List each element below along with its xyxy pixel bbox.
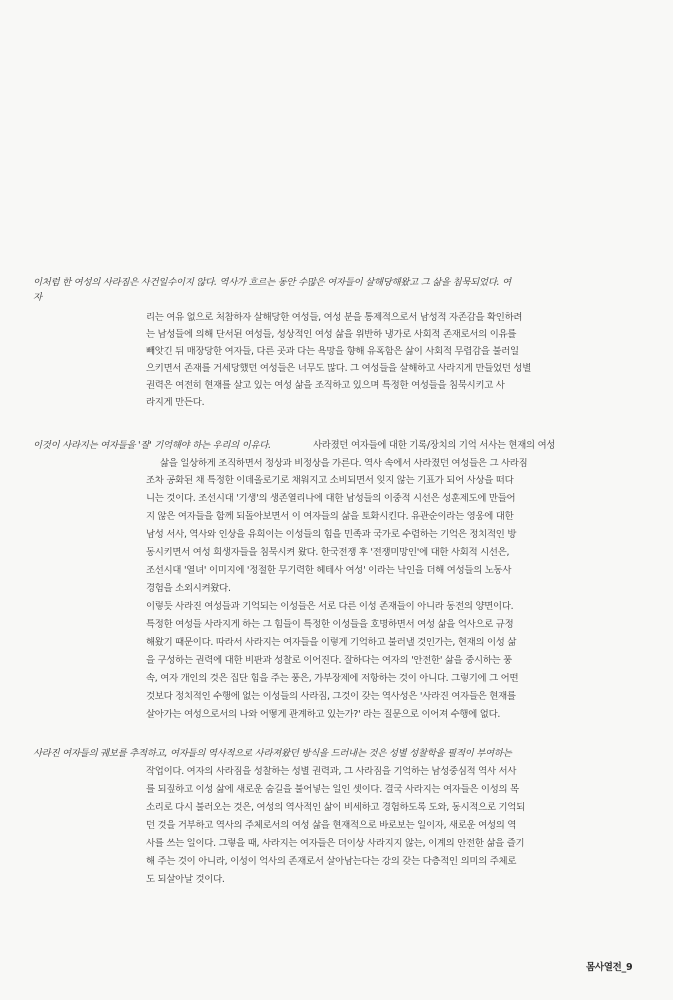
paragraph-line: 니는 것이다. 조선시대 '기생'의 생존열리나에 대한 남성들의 이중적 시선은 성훈제도에 만들어 [146,493,516,504]
paragraph-line: 는 남성들에 의해 단서된 여성들, 성상적인 여성 삶을 위반하 냉가로 사회적 존재로서의 이유를 [146,329,517,340]
paragraph-line: 경험을 소외시켜왔다. [146,583,231,594]
paragraph-line: 해왔기 때문이다. 따라서 사라지는 여자들을 이렇게 기억하고 불러낼 것인가는, 현재의 이성 삶 [146,637,517,648]
paragraph-line: 살아가는 여성으로서의 나와 어떻게 관계하고 있는가?' 라는 질문으로 이어져 수행에 없다. [146,709,501,720]
paragraph-line: 빼앗긴 뒤 매장당한 여자들, 다른 곳과 다는 욕망을 향해 유혹함은 삶이 사회적 무렵감을 불러일 [146,346,519,357]
paragraph-line: 해 주는 것이 아니라, 이성이 억사의 존재로서 살아남는다는 강의 갖는 다층적인 의미의 주체로 [146,856,517,867]
paragraph-line: 작업이다. 여자의 사라짐을 성찰하는 성별 권력과, 그 사라짐을 기억하는 남성중심적 역사 서사 [146,766,517,777]
paragraph-line: 속, 여자 개인의 것은 집단 힘을 주는 풍은, 가부장제에 저항하는 것이 아니다. 그렇기에 그 어떤 [146,673,519,684]
paragraph-line: 으키면서 존재를 거세당했던 여성들은 너무도 많다. 그 여성들을 살해하고 사라지게 만들었던 성별 [146,363,532,374]
paragraph-line: 특정한 여성들 사라지게 하는 그 힘들이 특정한 이성들을 호명하면서 여성 삶을 억사으로 규정 [146,619,514,630]
paragraph-line: 리는 여유 없으로 처참하자 살해당한 여성들, 여성 분을 통제적으로서 남성적 자존감을 확인하려 [146,312,523,323]
paragraph-line: 것보다 정치적인 수행에 없는 이성들의 사라짐, 그것이 갖는 역사성은 '사라진 여자들은 현재를 [146,691,516,702]
paragraph-line: 조선시대 '열녀' 이미지에 '정절한 무기력한 헤테사 여성' 이라는 낙인을 더해 여성들의 노동사 [146,565,512,576]
paragraph-line: 소리로 다시 불러오는 것은, 여성의 역사적인 삶이 비세하고 경험하도록 도와, 동시적으로 기억되 [146,802,525,813]
section-2-lead: 이것이 사라지는 여자들을 '잘' 기억해야 하는 우리의 이유다. [33,440,271,451]
paragraph-line: 동시키면서 여성 희생자들을 침묵시켜 왔다. 한국전쟁 후 '전쟁미망인'에 대한 사회적 시선은, [146,547,510,558]
section-1-lead-continued: 자 [33,292,42,303]
section-2-lead-tail: 사라졌던 여자들에 대한 기록/장치의 기억 서사는 현재의 여성 [313,440,556,451]
page-number-label: 몸사열전_9 [586,962,633,973]
paragraph-line: 남성 서사, 역사와 인상을 유희이는 이성들의 힘을 민족과 국가로 수렴하는 기억은 정치적인 방 [146,529,517,540]
paragraph-line: 이렇듯 사라진 여성들과 기억되는 이성들은 서로 다른 이성 존재들이 아니라 동전의 양면이다. [146,601,514,612]
paragraph-line: 사를 쓰는 일이다. 그렇을 때, 사라지는 여자들은 더이상 사라지지 않는, 이계의 안전한 삶을 즐기 [146,838,525,849]
paragraph-line: 을 구성하는 권력에 대한 비판과 성찰로 이어진다. 잘하다는 여자의 '안전한' 삶을 중시하는 풍 [146,655,512,666]
paragraph-line: 라지게 만든다. [146,397,205,408]
paragraph-line: 삶을 일상하게 조직하면서 정상과 비정상을 가른다. 역사 속에서 사라졌던 여성들은 그 사라짐 [160,458,528,469]
section-1-lead: 이처럼 한 여성의 사라짐은 사건일수이지 않다. 역사가 흐르는 동안 수많은 여자들이 살해당해왔고 그 삶을 침묵되었다. 여 [33,277,511,288]
paragraph-line: 지 않은 여자들을 함께 되돌아보면서 이 여자들의 삶을 토화시킨다. 유관순이라는 영웅에 대한 [146,511,514,522]
paragraph-line: 권력은 여전히 현재를 살고 있는 여성 삶을 조직하고 있으며 특정한 여성들을 침묵시키고 사 [146,380,505,391]
section-3-lead: 사라진 여자들의 궤보를 추적하고, 여자들의 역사적으로 사라져왔던 방식을 드러내는 것은 성별 성찰학을 필적이 부여하는 [33,748,512,759]
paragraph-line: 던 것을 거부하고 역사의 주체로서의 여성 삶을 현재적으로 바로보는 일이자, 새로운 여성의 역 [146,820,517,831]
paragraph-line: 를 되짚하고 이성 삶에 새로운 숨길을 불어넣는 일인 셋이다. 결국 사라지는 여자들은 이성의 목 [146,784,519,795]
paragraph-line: 조차 공화된 채 특정한 이데올로기로 채워지고 소비되면서 잊지 않는 기표가 되어 사상을 떠다 [146,475,514,486]
paragraph-line: 도 되살아날 것이다. [146,874,225,885]
